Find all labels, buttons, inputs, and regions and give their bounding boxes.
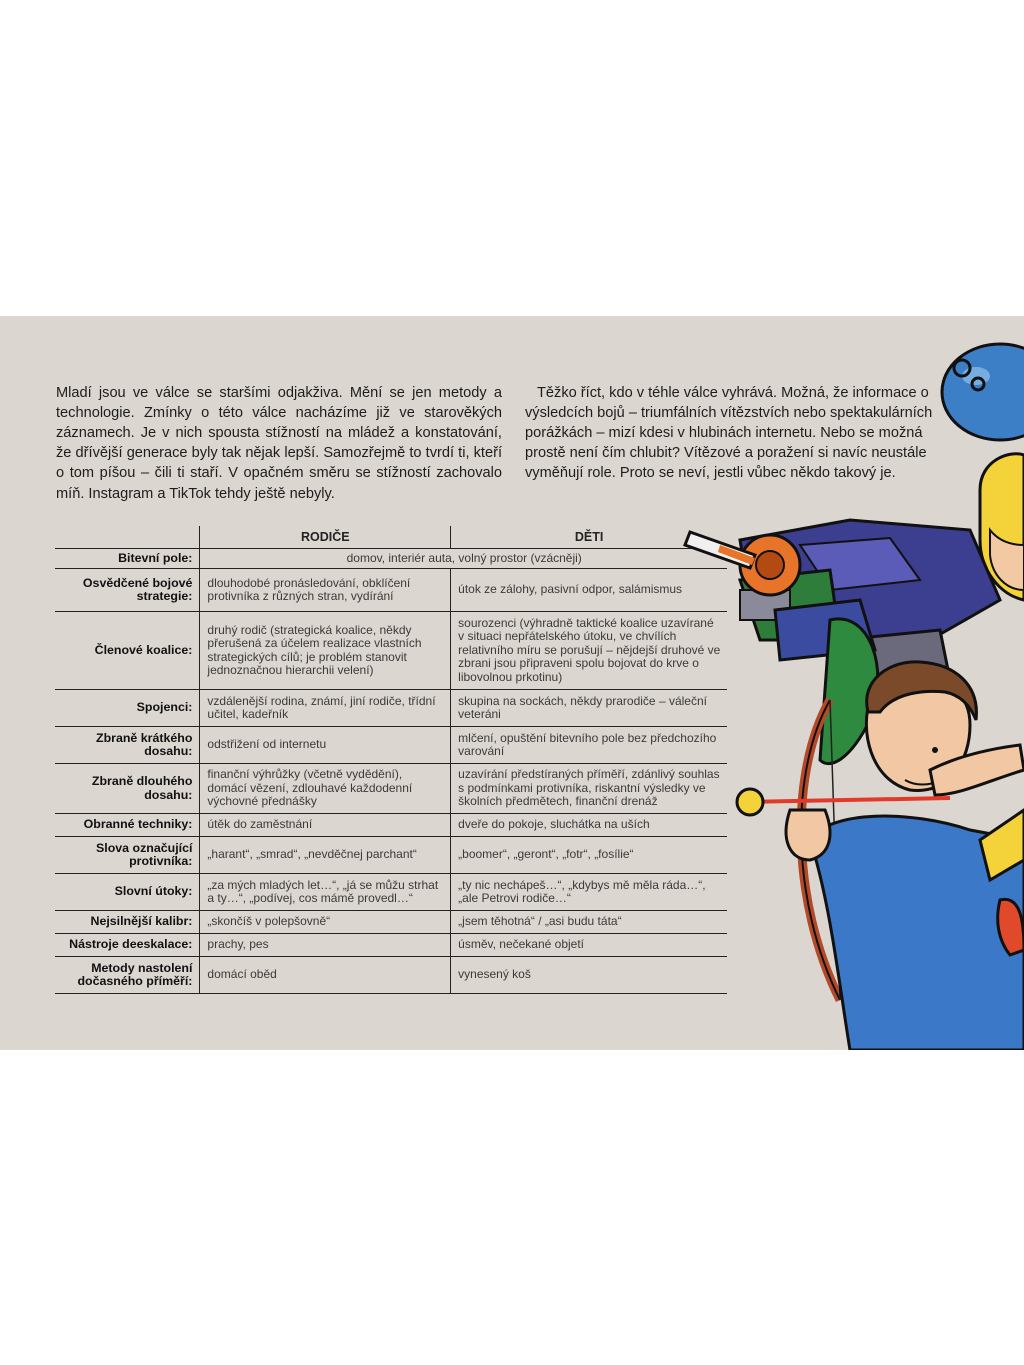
row-label: Nástroje deeskalace:: [55, 934, 200, 957]
children-cell: útok ze zálohy, pasivní odpor, salámismus: [451, 569, 727, 612]
intro-paragraph-left: Mladí jsou ve válce se staršími odjakživa. Mění se jen metody a technologie. Zmínky o této válce nacházíme již ve starověkých záznamech. Je v nich spousta stížností na mládež a konstatování, že dřívější generace byly tak nějak lepší. Samozřejmě to tvrdí ti, kteří o tom píšou – čili ti staří. V opačném směru se stížností zachovalo míň. Instagram a TikTok tehdy ještě nebyly.: [56, 384, 502, 502]
children-cell: mlčení, opuštění bitevního pole bez předchozího varování: [451, 727, 727, 764]
table-row: [55, 874, 727, 911]
toy-arrow-icon: [737, 789, 950, 815]
table-row: [55, 814, 727, 837]
header-children: DĚTI: [451, 526, 727, 548]
table-row: [55, 690, 727, 727]
parents-cell: vzdálenější rodina, známí, jiní rodiče, třídní učitel, kadeřník: [200, 690, 451, 727]
parents-cell: prachy, pes: [200, 934, 451, 957]
parents-cell: odstřižení od internetu: [200, 727, 451, 764]
children-cell: uzavírání předstíraných příměří, zdánlivý souhlas s podmínkami protivníka, riskantní výsledky ve školních předmětech, finanční drenáž: [451, 764, 727, 814]
table-row: [55, 934, 727, 957]
children-cell: „ty nic nechápeš…“, „kdybys mě měla ráda…“, „ale Petrovi rodiče…“: [451, 874, 727, 911]
intro-paragraph-right: Těžko říct, kdo v téhle válce vyhrává. Možná, že informace o výsledcích bojů – triumfálních vítězstvích nebo spektakulárních porážkách – mizí kdesi v hlubinách internetu. Nebo se možná prostě není čím chlubit? Vítězové a poražení si navíc neustále vyměňují role. Proto se neví, jestli vůbec někdo takový je.: [525, 384, 933, 482]
war-comparison-table: [55, 526, 727, 994]
parents-cell: útěk do zaměstnání: [200, 814, 451, 837]
table-row: [55, 911, 727, 934]
parents-cell: „harant“, „smrad“, „nevděčnej parchant“: [200, 837, 451, 874]
row-label: Nejsilnější kalibr:: [55, 911, 200, 934]
row-label: Spojenci:: [55, 690, 200, 727]
row-label: Obranné techniky:: [55, 814, 200, 837]
row-label: Zbraně dlouhého dosahu:: [55, 764, 200, 814]
parents-cell: finanční výhrůžky (včetně vydědění), domácí vězení, zdlouhavé každodenní výchovné přednášky: [200, 764, 451, 814]
parents-cell: druhý rodič (strategická koalice, někdy přerušená za účelem realizace vlastních strategických cílů; je problém stanovit jednoznačnou hierarchii velení): [200, 612, 451, 690]
water-balloon-icon: [942, 344, 1024, 440]
row-label: Bitevní pole:: [55, 548, 200, 569]
row-label: Členové koalice:: [55, 612, 200, 690]
table-row: [55, 612, 727, 690]
row-label: Slovní útoky:: [55, 874, 200, 911]
table-row: [55, 957, 727, 994]
boy-with-toy-weapons-illustration: [680, 340, 1024, 1050]
parents-cell: domácí oběd: [200, 957, 451, 994]
header-parents: RODIČE: [200, 526, 451, 548]
table-row-battlefield: [55, 548, 727, 569]
row-label: Slova označující protivníka:: [55, 837, 200, 874]
children-cell: vynesený koš: [451, 957, 727, 994]
children-cell: úsměv, nečekané objetí: [451, 934, 727, 957]
table-row: [55, 727, 727, 764]
table-header-row: [55, 526, 727, 548]
children-cell: dveře do pokoje, sluchátka na uších: [451, 814, 727, 837]
row-label: Osvědčené bojové strategie:: [55, 569, 200, 612]
table-row: [55, 569, 727, 612]
table-row: [55, 837, 727, 874]
parents-cell: dlouhodobé pronásledování, obklíčení protivníka z různých stran, vydírání: [200, 569, 451, 612]
battlefield-value: domov, interiér auta, volný prostor (vzácněji): [200, 548, 727, 569]
row-label: Metody nastolení dočasného příměří:: [55, 957, 200, 994]
children-cell: skupina na sockách, někdy prarodiče – váleční veteráni: [451, 690, 727, 727]
children-cell: „jsem těhotná“ / „asi budu táta“: [451, 911, 727, 934]
header-blank-cell: [55, 526, 200, 548]
children-cell: „boomer“, „geront“, „fotr“, „fosílie“: [451, 837, 727, 874]
book-spread: [0, 316, 1024, 1050]
row-label: Zbraně krátkého dosahu:: [55, 727, 200, 764]
parents-cell: „skončíš v polepšovně“: [200, 911, 451, 934]
children-cell: sourozenci (výhradně taktické koalice uzavírané v situaci nepřátelského útoku, ve chvílích relativního míru se porušují – nějdejší druhové ve zbrani jsou připraveni spolu bojovat do krve o libovolnou prkotinu): [451, 612, 727, 690]
parents-cell: „za mých mladých let…“, „já se můžu strhat a ty…“, „podívej, cos mámě provedl…“: [200, 874, 451, 911]
table-row: [55, 764, 727, 814]
